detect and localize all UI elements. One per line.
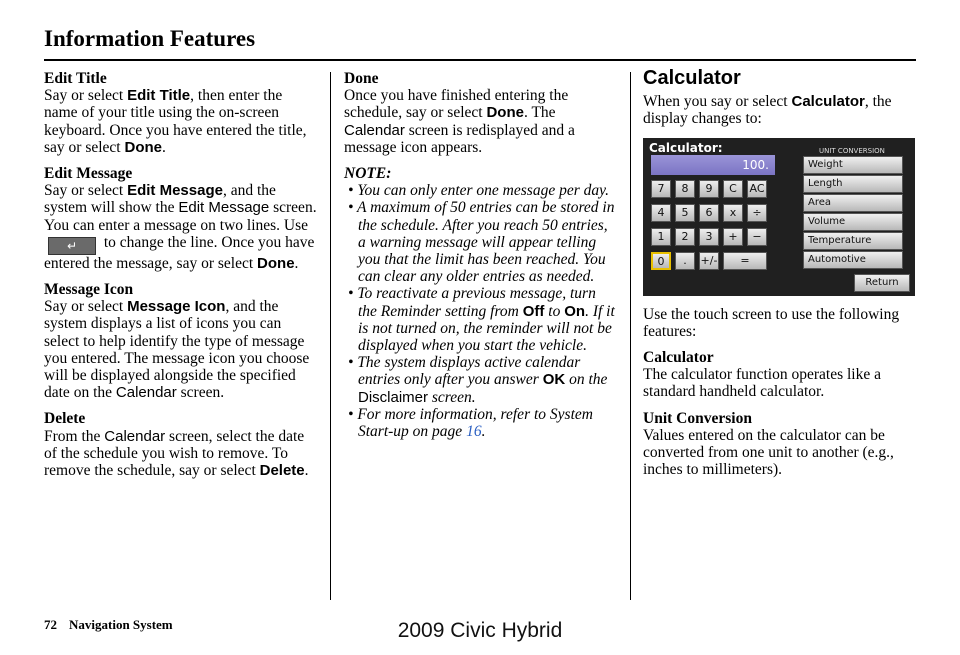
unit-conversion-title: UNIT CONVERSION [819, 146, 885, 155]
calculator-key[interactable]: C [723, 180, 743, 198]
section-edit-message [44, 165, 318, 272]
calculator-key[interactable]: 3 [699, 228, 719, 246]
ui-term: Message Icon [127, 298, 226, 316]
ui-term: Done [486, 104, 524, 122]
column-left [44, 70, 318, 488]
unit-button[interactable]: Length [803, 175, 903, 193]
column-middle [344, 70, 616, 440]
calculator-key[interactable]: − [747, 228, 767, 246]
body-touch-screen: Use the touch screen to use the following features: [643, 305, 900, 340]
ui-term: On [564, 302, 586, 320]
heading-done: Done [344, 70, 379, 87]
body-calculator-intro: When you say or select Calculator, the display changes to: [643, 93, 892, 128]
ui-term: Edit Title [127, 87, 191, 105]
ui-term: OK [542, 371, 566, 389]
heading-edit-message: Edit Message [44, 165, 133, 183]
note-item: • For more information, refer to System Start-up on page 16. [348, 405, 593, 441]
calculator-key[interactable]: +/- [699, 252, 719, 270]
calculator-key[interactable]: AC [747, 180, 767, 198]
body-edit-title: Say or select Edit Title, then enter the name of your title using the on-screen keyboard. Once you have entered the title, say or select Done. [44, 87, 307, 156]
body-unit-conversion: Values entered on the calculator can be converted from one unit to another (e.g., inches to millimeters). [643, 426, 894, 479]
calculator-key[interactable]: 8 [675, 180, 695, 198]
heading-edit-title: Edit Title [44, 70, 107, 87]
ui-term: Delete [259, 462, 305, 480]
ui-term: Calculator [791, 93, 865, 111]
body-done: Once you have finished entering the schedule, say or select Done. The Calendar screen is redisplayed and a message icon appears. [344, 87, 575, 156]
heading-calculator: Calculator [643, 67, 741, 89]
heading-message-icon: Message Icon [44, 281, 134, 299]
heading-calc-function: Calculator [643, 349, 714, 367]
unit-button[interactable]: Area [803, 194, 903, 212]
column-divider [630, 72, 631, 600]
ui-term: Edit Message [178, 199, 270, 217]
screen-title: Calculator: [649, 140, 723, 155]
note-heading: NOTE: [344, 165, 392, 183]
body-edit-message: Say or select Edit Message, and the system will show the Edit Message screen. You can enter a message on two lines. Use ↵ to change the line. Once you have entered the message, say or select Done. [44, 182, 317, 272]
body-message-icon: Say or select Message Icon, and the system displays a list of icons you can select to help identify the type of message you entered. The message icon you choose will be displayed alongside the specified date on the Calendar screen. [44, 298, 310, 402]
watermark: 2009 Civic Hybrid [397, 619, 563, 642]
section-delete [44, 410, 318, 479]
page-number: 72 [44, 617, 57, 632]
page-link[interactable]: 16 [466, 423, 482, 441]
unit-button[interactable]: Weight [803, 156, 903, 174]
footer-label: Navigation System [69, 617, 173, 632]
ui-term: Done [124, 138, 162, 156]
calculator-key[interactable]: 2 [675, 228, 695, 246]
ui-term: Edit Message [127, 182, 223, 200]
calculator-key[interactable]: = [723, 252, 767, 270]
calculator-key[interactable]: 9 [699, 180, 719, 198]
ui-term: Calendar [115, 384, 177, 402]
heading-unit-conversion: Unit Conversion [643, 409, 752, 427]
calculator-display: 100. [651, 155, 775, 175]
enter-key-icon: ↵ [48, 237, 96, 255]
note-item: • You can only enter one message per day. [348, 182, 610, 200]
calculator-key[interactable]: ÷ [747, 204, 767, 222]
page-title: Information Features [44, 26, 256, 51]
ui-term: Calendar [104, 427, 166, 445]
ui-term: Calendar [344, 121, 405, 139]
unit-button[interactable]: Volume [803, 213, 903, 231]
calculator-key[interactable]: 4 [651, 204, 671, 222]
section-done [344, 70, 616, 156]
body-calc-function: The calculator function operates like a standard handheld calculator. [643, 366, 881, 401]
section-message-icon [44, 281, 318, 401]
calculator-key[interactable]: 0 [651, 252, 671, 270]
unit-button[interactable]: Automotive [803, 251, 903, 269]
calculator-key[interactable]: + [723, 228, 743, 246]
body-delete: From the Calendar screen, select the date of the schedule you wish to remove. To remove the schedule, say or select Delete. [44, 427, 309, 480]
calculator-key[interactable]: 1 [651, 228, 671, 246]
section-calculator [643, 349, 919, 401]
return-button[interactable]: Return [854, 274, 910, 292]
title-rule [44, 59, 916, 61]
note-item: • A maximum of 50 entries can be stored in the schedule. After you reach 50 entries, a warning message will appear telling you that the limit has been reached. You can clear any older entries as needed. [348, 199, 615, 286]
calculator-key[interactable]: . [675, 252, 695, 270]
note-item: • The system displays active calendar entries only after you answer OK on the Disclaimer screen. [348, 354, 608, 406]
ui-term: Disclaimer [358, 388, 429, 406]
calculator-key[interactable]: x [723, 204, 743, 222]
column-right [643, 67, 919, 487]
ui-term: Off [522, 302, 545, 320]
note-list [344, 182, 616, 440]
section-edit-title [44, 70, 318, 156]
heading-delete: Delete [44, 410, 86, 428]
calculator-key[interactable]: 7 [651, 180, 671, 198]
calculator-screenshot [643, 138, 915, 296]
section-unit-conversion [643, 410, 919, 479]
unit-button[interactable]: Temperature [803, 232, 903, 250]
note-item: • To reactivate a previous message, turn the Reminder setting from Off to On. If it is not turned on, the reminder will not be displayed when you start the vehicle. [348, 285, 615, 355]
ui-term: Done [257, 254, 295, 272]
column-divider [330, 72, 331, 600]
calculator-key[interactable]: 5 [675, 204, 695, 222]
calculator-key[interactable]: 6 [699, 204, 719, 222]
